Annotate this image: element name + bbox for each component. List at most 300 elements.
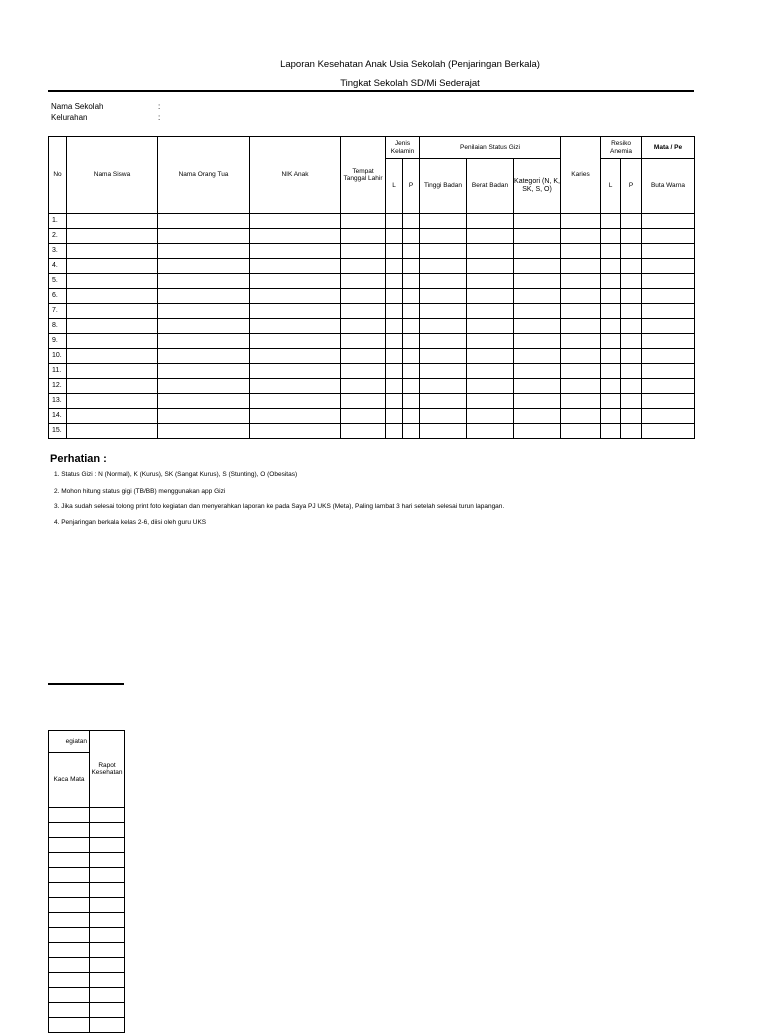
- header-student-name: Nama Siswa: [67, 137, 158, 214]
- table-cell: [514, 349, 561, 364]
- row-number: 8.: [49, 319, 67, 334]
- table-cell: [467, 379, 514, 394]
- table-cell: [601, 214, 621, 229]
- table-row: [49, 973, 125, 988]
- table-cell: [621, 394, 642, 409]
- table-cell: [420, 424, 467, 439]
- table-cell: [386, 229, 403, 244]
- table-row: [49, 838, 125, 853]
- table-cell: [601, 364, 621, 379]
- row-number: 1.: [49, 214, 67, 229]
- table-cell: [49, 898, 90, 913]
- table-cell: [467, 214, 514, 229]
- table-cell: [561, 379, 601, 394]
- row-number: 7.: [49, 304, 67, 319]
- table-row: [49, 304, 695, 319]
- table-cell: [514, 334, 561, 349]
- table-cell: [403, 274, 420, 289]
- table-cell: [467, 319, 514, 334]
- table-cell: [403, 349, 420, 364]
- notes-title: Perhatian :: [50, 453, 107, 465]
- table-cell: [621, 349, 642, 364]
- table-cell: [403, 379, 420, 394]
- table-cell: [561, 214, 601, 229]
- table-cell: [467, 349, 514, 364]
- table-cell: [90, 1003, 125, 1018]
- row-number: 12.: [49, 379, 67, 394]
- table-cell: [386, 394, 403, 409]
- table-cell: [601, 349, 621, 364]
- table-cell: [621, 229, 642, 244]
- header-anemia-risk: Resiko Anemia: [601, 137, 642, 159]
- table-cell: [403, 394, 420, 409]
- table-cell: [386, 409, 403, 424]
- table-cell: [420, 304, 467, 319]
- table-cell: [642, 379, 695, 394]
- table-cell: [561, 304, 601, 319]
- table-row: [49, 379, 695, 394]
- table-cell: [49, 958, 90, 973]
- table-cell: [467, 244, 514, 259]
- table-cell: [90, 883, 125, 898]
- table-cell: [642, 229, 695, 244]
- table-row: [49, 988, 125, 1003]
- table-cell: [621, 319, 642, 334]
- table-cell: [642, 244, 695, 259]
- table-cell: [341, 349, 386, 364]
- table-row: [49, 883, 125, 898]
- table-cell: [67, 304, 158, 319]
- table-cell: [601, 304, 621, 319]
- table-cell: [642, 394, 695, 409]
- table-cell: [49, 868, 90, 883]
- table-cell: [420, 319, 467, 334]
- table-cell: [514, 364, 561, 379]
- table-row: [49, 409, 695, 424]
- table-cell: [514, 289, 561, 304]
- table-cell: [403, 304, 420, 319]
- table-cell: [561, 259, 601, 274]
- table-cell: [49, 1003, 90, 1018]
- table-cell: [561, 349, 601, 364]
- table-cell: [420, 289, 467, 304]
- table-cell: [386, 364, 403, 379]
- table-cell: [158, 274, 250, 289]
- table-cell: [386, 214, 403, 229]
- table-cell: [341, 274, 386, 289]
- table-cell: [341, 409, 386, 424]
- table-cell: [403, 319, 420, 334]
- table-cell: [90, 1018, 125, 1033]
- table-cell: [467, 304, 514, 319]
- header-weight: Berat Badan: [467, 159, 514, 214]
- table-cell: [386, 424, 403, 439]
- table-cell: [250, 394, 341, 409]
- table-cell: [514, 379, 561, 394]
- table-cell: [561, 424, 601, 439]
- table-cell: [49, 988, 90, 1003]
- header-birth-place-date: Tempat Tanggal Lahir: [341, 137, 386, 214]
- table-cell: [67, 244, 158, 259]
- table-cell: [601, 244, 621, 259]
- row-number: 13.: [49, 394, 67, 409]
- table-cell: [642, 349, 695, 364]
- table-cell: [386, 304, 403, 319]
- table-cell: [386, 334, 403, 349]
- header-activity: egiatan: [49, 731, 90, 753]
- table-cell: [158, 349, 250, 364]
- table-cell: [403, 244, 420, 259]
- table-cell: [621, 409, 642, 424]
- row-number: 10.: [49, 349, 67, 364]
- table-row: [49, 853, 125, 868]
- table-cell: [467, 274, 514, 289]
- table-cell: [514, 229, 561, 244]
- table-cell: [642, 319, 695, 334]
- table-cell: [386, 319, 403, 334]
- table-row: [49, 229, 695, 244]
- row-number: 15.: [49, 424, 67, 439]
- village-value: :: [158, 113, 161, 122]
- header-health-report: Rapot Kesehatan: [90, 731, 125, 808]
- table-cell: [49, 943, 90, 958]
- table-row: [49, 1018, 125, 1033]
- table-cell: [621, 259, 642, 274]
- table-cell: [420, 259, 467, 274]
- table-cell: [49, 928, 90, 943]
- school-name-value: :: [158, 102, 161, 111]
- row-number: 2.: [49, 229, 67, 244]
- table-cell: [601, 289, 621, 304]
- table-cell: [642, 304, 695, 319]
- table-cell: [341, 289, 386, 304]
- table-cell: [49, 1018, 90, 1033]
- table-cell: [67, 319, 158, 334]
- header-parent-name: Nama Orang Tua: [158, 137, 250, 214]
- table-row: [49, 274, 695, 289]
- table-cell: [90, 973, 125, 988]
- table-row: [49, 868, 125, 883]
- table-cell: [67, 364, 158, 379]
- table-cell: [561, 274, 601, 289]
- table-row: [49, 364, 695, 379]
- table-cell: [514, 259, 561, 274]
- header-anemia-l: L: [601, 159, 621, 214]
- table-cell: [49, 973, 90, 988]
- table-cell: [67, 229, 158, 244]
- header-gender: Jenis Kelamin: [386, 137, 420, 159]
- note-item: 4. Penjaringan berkala kelas 2-6, diisi oleh guru UKS: [54, 519, 207, 526]
- table-cell: [250, 334, 341, 349]
- table-cell: [403, 259, 420, 274]
- note-item: 3. Jika sudah selesai tolong print foto kegiatan dan menyerahkan laporan ke pada Saya PJ UKS (Meta), Paling lambat 3 hari setelah selesai turun lapangan.: [54, 503, 505, 510]
- table-row: [49, 244, 695, 259]
- table-cell: [601, 424, 621, 439]
- header-glasses: Kaca Mata: [49, 753, 90, 808]
- table-cell: [386, 259, 403, 274]
- table-cell: [67, 259, 158, 274]
- table-cell: [341, 334, 386, 349]
- table-cell: [601, 394, 621, 409]
- table-cell: [341, 304, 386, 319]
- table-cell: [601, 409, 621, 424]
- report-title: Laporan Kesehatan Anak Usia Sekolah (Penjaringan Berkala): [280, 59, 540, 70]
- table-cell: [642, 364, 695, 379]
- table-cell: [90, 853, 125, 868]
- table-cell: [250, 349, 341, 364]
- row-number: 6.: [49, 289, 67, 304]
- table-cell: [341, 424, 386, 439]
- table-cell: [561, 319, 601, 334]
- header-gender-l: L: [386, 159, 403, 214]
- table-cell: [601, 229, 621, 244]
- table-cell: [467, 364, 514, 379]
- table-cell: [621, 334, 642, 349]
- table-row: [49, 319, 695, 334]
- table-cell: [642, 214, 695, 229]
- table-cell: [621, 244, 642, 259]
- table-cell: [49, 883, 90, 898]
- table-cell: [250, 409, 341, 424]
- header-category: Kategori (N, K, SK, S, O): [514, 159, 561, 214]
- table-cell: [158, 289, 250, 304]
- table-cell: [341, 229, 386, 244]
- table-cell: [621, 214, 642, 229]
- table-cell: [601, 379, 621, 394]
- table-cell: [90, 808, 125, 823]
- table-cell: [250, 229, 341, 244]
- table-cell: [621, 364, 642, 379]
- table-cell: [642, 334, 695, 349]
- table-cell: [250, 424, 341, 439]
- table-cell: [341, 394, 386, 409]
- table-cell: [90, 913, 125, 928]
- table-cell: [90, 838, 125, 853]
- table-cell: [403, 334, 420, 349]
- table-cell: [386, 349, 403, 364]
- table-row: [49, 898, 125, 913]
- header-caries: Karies: [561, 137, 601, 214]
- table-cell: [561, 244, 601, 259]
- table-cell: [67, 394, 158, 409]
- header-gender-p: P: [403, 159, 420, 214]
- table-cell: [420, 244, 467, 259]
- table-cell: [561, 409, 601, 424]
- table-cell: [514, 394, 561, 409]
- table-cell: [514, 244, 561, 259]
- table-cell: [403, 424, 420, 439]
- table-cell: [420, 229, 467, 244]
- header-height: Tinggi Badan: [420, 159, 467, 214]
- table-cell: [341, 259, 386, 274]
- table-row: [49, 214, 695, 229]
- table-row: [49, 808, 125, 823]
- table-cell: [621, 424, 642, 439]
- table-row: [49, 394, 695, 409]
- header-eyes: Mata / Pe: [642, 137, 695, 159]
- header-anemia-p: P: [621, 159, 642, 214]
- table-cell: [403, 289, 420, 304]
- table-cell: [90, 958, 125, 973]
- row-number: 9.: [49, 334, 67, 349]
- table-cell: [403, 409, 420, 424]
- table-row: [49, 349, 695, 364]
- table-cell: [90, 928, 125, 943]
- table-cell: [420, 364, 467, 379]
- table-cell: [67, 424, 158, 439]
- table-cell: [158, 424, 250, 439]
- report-subtitle: Tingkat Sekolah SD/Mi Sederajat: [340, 78, 480, 89]
- table-cell: [403, 364, 420, 379]
- table-cell: [601, 334, 621, 349]
- table-row: [49, 1003, 125, 1018]
- table-cell: [514, 214, 561, 229]
- table-cell: [49, 823, 90, 838]
- table-cell: [250, 244, 341, 259]
- table-cell: [250, 364, 341, 379]
- table-cell: [90, 898, 125, 913]
- row-number: 11.: [49, 364, 67, 379]
- table-cell: [642, 274, 695, 289]
- table-cell: [158, 244, 250, 259]
- table-cell: [514, 319, 561, 334]
- header-no: No: [49, 137, 67, 214]
- table-cell: [621, 304, 642, 319]
- table-row: [49, 943, 125, 958]
- screening-table: [48, 136, 695, 439]
- table-cell: [67, 349, 158, 364]
- table-cell: [420, 274, 467, 289]
- table-cell: [90, 943, 125, 958]
- table-cell: [250, 304, 341, 319]
- table-cell: [250, 259, 341, 274]
- table-cell: [561, 229, 601, 244]
- table-cell: [67, 334, 158, 349]
- table-cell: [49, 838, 90, 853]
- table-cell: [601, 274, 621, 289]
- table-cell: [561, 394, 601, 409]
- table-cell: [158, 259, 250, 274]
- table-cell: [420, 379, 467, 394]
- table-cell: [467, 409, 514, 424]
- table-cell: [386, 274, 403, 289]
- table-cell: [621, 274, 642, 289]
- table-cell: [403, 214, 420, 229]
- table-cell: [514, 424, 561, 439]
- table-cell: [158, 229, 250, 244]
- school-name-label: Nama Sekolah: [51, 102, 104, 111]
- table-cell: [67, 274, 158, 289]
- row-number: 4.: [49, 259, 67, 274]
- table-cell: [386, 244, 403, 259]
- table-cell: [403, 229, 420, 244]
- table-cell: [158, 379, 250, 394]
- table-cell: [341, 319, 386, 334]
- table-cell: [467, 394, 514, 409]
- table-row: [49, 913, 125, 928]
- table-cell: [642, 409, 695, 424]
- table-cell: [158, 409, 250, 424]
- table-cell: [250, 379, 341, 394]
- table-cell: [467, 259, 514, 274]
- table-row: [49, 958, 125, 973]
- table-cell: [561, 334, 601, 349]
- row-number: 14.: [49, 409, 67, 424]
- table-cell: [250, 289, 341, 304]
- table-cell: [49, 853, 90, 868]
- table-cell: [67, 379, 158, 394]
- header-nutrition-status: Penilaian Status Gizi: [420, 137, 561, 159]
- continuation-rule: [48, 683, 124, 685]
- table-cell: [90, 988, 125, 1003]
- table-cell: [158, 394, 250, 409]
- table-row: [49, 823, 125, 838]
- header-nik: NIK Anak: [250, 137, 341, 214]
- table-cell: [467, 334, 514, 349]
- continuation-table: [48, 730, 125, 1033]
- table-row: [49, 928, 125, 943]
- table-cell: [49, 808, 90, 823]
- table-cell: [514, 409, 561, 424]
- table-cell: [561, 364, 601, 379]
- table-cell: [467, 229, 514, 244]
- table-cell: [601, 319, 621, 334]
- table-cell: [386, 379, 403, 394]
- table-cell: [250, 319, 341, 334]
- table-cell: [67, 409, 158, 424]
- table-row: [49, 259, 695, 274]
- table-row: [49, 334, 695, 349]
- table-cell: [621, 379, 642, 394]
- table-cell: [420, 334, 467, 349]
- table-cell: [621, 289, 642, 304]
- table-cell: [90, 868, 125, 883]
- table-cell: [67, 289, 158, 304]
- header-color-blind: Buta Warna: [642, 159, 695, 214]
- table-cell: [67, 214, 158, 229]
- table-cell: [467, 289, 514, 304]
- table-cell: [420, 409, 467, 424]
- table-cell: [420, 214, 467, 229]
- note-item: 2. Mohon hitung status gigi (TB/BB) menggunakan app Gizi: [54, 488, 226, 495]
- row-number: 3.: [49, 244, 67, 259]
- table-cell: [341, 244, 386, 259]
- table-cell: [158, 334, 250, 349]
- row-number: 5.: [49, 274, 67, 289]
- table-cell: [642, 424, 695, 439]
- table-cell: [642, 289, 695, 304]
- table-cell: [514, 304, 561, 319]
- table-cell: [601, 259, 621, 274]
- table-cell: [341, 364, 386, 379]
- table-cell: [386, 289, 403, 304]
- table-cell: [642, 259, 695, 274]
- table-cell: [420, 349, 467, 364]
- table-row: [49, 424, 695, 439]
- table-cell: [420, 394, 467, 409]
- village-label: Kelurahan: [51, 113, 88, 122]
- table-cell: [90, 823, 125, 838]
- table-cell: [341, 379, 386, 394]
- table-cell: [514, 274, 561, 289]
- table-cell: [158, 364, 250, 379]
- table-cell: [341, 214, 386, 229]
- table-cell: [467, 424, 514, 439]
- table-cell: [49, 913, 90, 928]
- title-underline: [48, 90, 694, 92]
- table-cell: [250, 274, 341, 289]
- note-item: 1. Status Gizi : N (Normal), K (Kurus), SK (Sangat Kurus), S (Stunting), O (Obesitas): [54, 471, 298, 478]
